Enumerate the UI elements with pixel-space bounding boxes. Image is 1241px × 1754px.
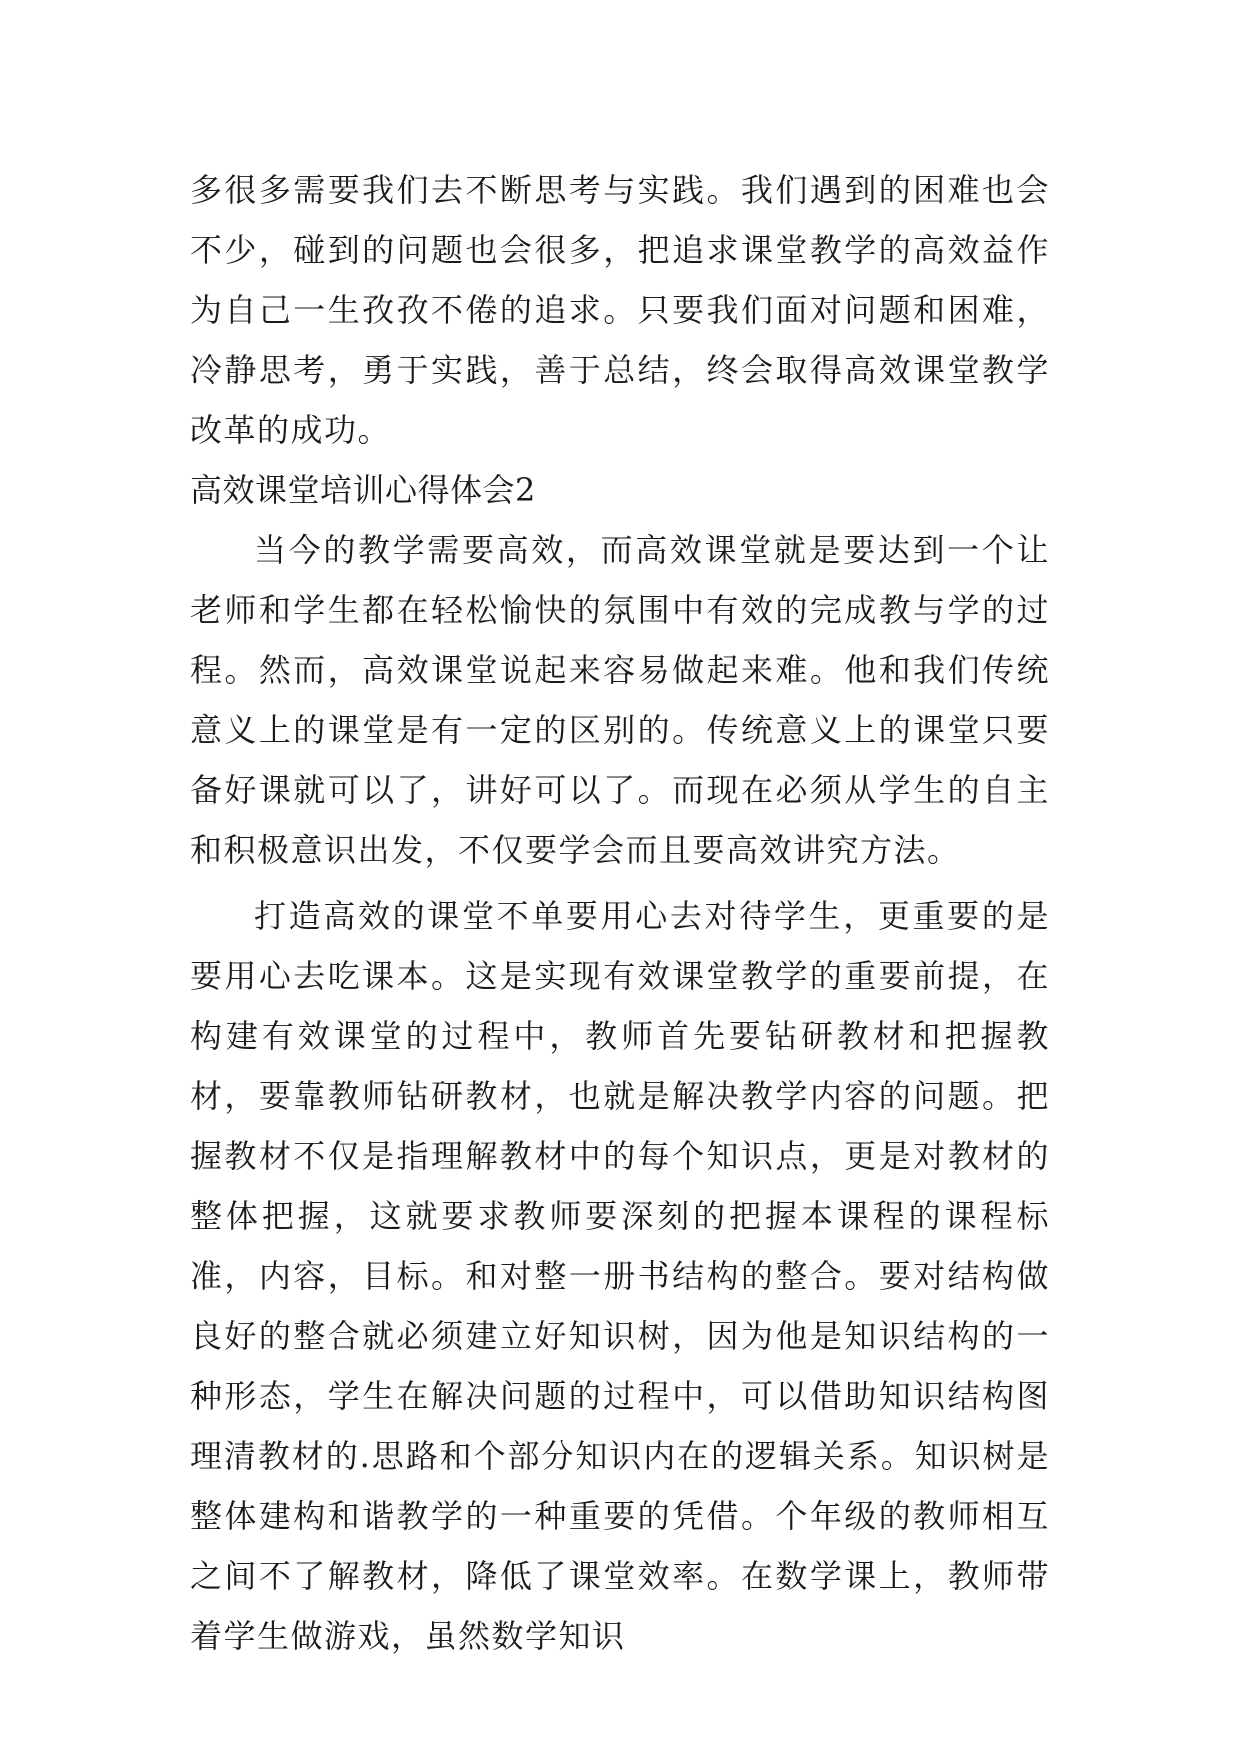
- paragraph-main: 打造高效的课堂不单要用心去对待学生，更重要的是要用心去吃课本。这是实现有效课堂教学的重要前提，在构建有效课堂的过程中，教师首先要钻研教材和把握教材，要靠教师钻研教材，也就是解决教学内容的问题。把握教材不仅是指理解教材中的每个知识点，更是对教材的整体把握，这就要求教师要深刻的把握本课程的课程标准，内容，目标。和对整一册书结构的整合。要对结构做良好的整合就必须建立好知识树，因为他是知识结构的一种形态，学生在解决问题的过程中，可以借助知识结构图理清教材的.思路和个部分知识内在的逻辑关系。知识树是整体建构和谐教学的一种重要的凭借。个年级的教师相互之间不了解教材，降低了课堂效率。在数学课上，教师带着学生做游戏，虽然数学知识: [190, 897, 1050, 1655]
- paragraph-intro: 当今的教学需要高效，而高效课堂就是要达到一个让老师和学生都在轻松愉快的氛围中有效的完成教与学的过程。然而，高效课堂说起来容易做起来难。他和我们传统意义上的课堂是有一定的区别的。传统意义上的课堂只要备好课就可以了，讲好可以了。而现在必须从学生的自主和积极意识出发，不仅要学会而且要高效讲究方法。: [190, 531, 1050, 869]
- section-heading: 高效课堂培训心得体会2: [190, 471, 536, 509]
- paragraph-continuation: 多很多需要我们去不断思考与实践。我们遇到的困难也会不少，碰到的问题也会很多，把追求课堂教学的高效益作为自己一生孜孜不倦的追求。只要我们面对问题和困难，冷静思考，勇于实践，善于总结，终会取得高效课堂教学改革的成功。: [190, 171, 1050, 449]
- document-body: [190, 160, 1050, 1666]
